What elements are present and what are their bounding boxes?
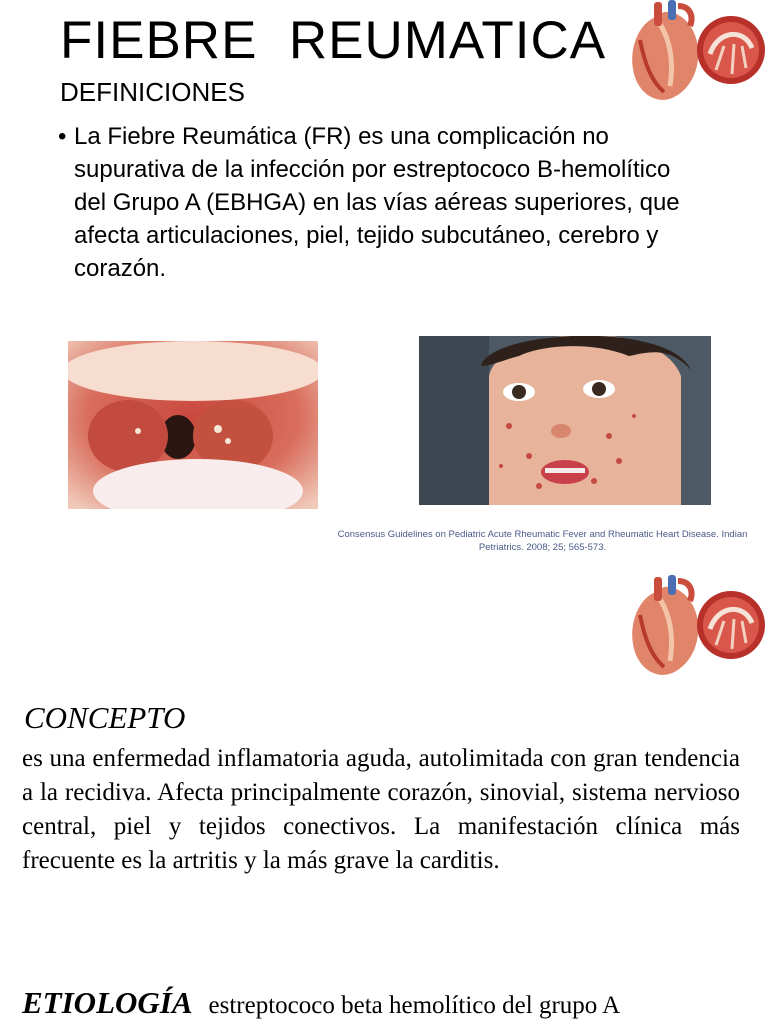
etiologia-text: estreptococo beta hemolítico del grupo A xyxy=(208,992,621,1019)
definition-text: La Fiebre Reumática (FR) es una complicación no supurativa de la infección por estreptococo B-hemolítico del Grupo A (EBHGA) en las vías aéreas superiores, que afecta articulaciones, piel, tejido subcutáneo, cerebro y corazón. xyxy=(74,123,680,282)
valve-closeup-icon xyxy=(697,16,765,84)
child-rash-photo xyxy=(419,336,711,505)
concepto-heading: CONCEPTO xyxy=(24,700,186,735)
etiologia-heading: ETIOLOGÍA xyxy=(22,985,193,1020)
heart-anatomy-icon xyxy=(632,0,698,100)
section-subtitle: DEFINICIONES xyxy=(60,77,245,107)
citation-text: Consensus Guidelines on Pediatric Acute Rheumatic Fever and Rheumatic Heart Disease. Indian Petriatrics. 2008; 25; 565-573. xyxy=(337,529,748,553)
heart-illustration-top xyxy=(620,0,768,108)
page-title: FIEBRE REUMATICA xyxy=(60,11,607,70)
valve-closeup-icon xyxy=(697,591,765,659)
heart-illustration-middle xyxy=(620,575,768,683)
etiologia-line xyxy=(22,985,620,1021)
pharyngitis-photo xyxy=(68,341,318,509)
concepto-text: es una enfermedad inflamatoria aguda, autolimitada con gran tendencia a la recidiva. Afecta principalmente corazón, sinovial, sistema nervioso central, piel y tejidos conectivos. La manifestación clínica más frecuente es la artritis y la más grave la carditis. xyxy=(22,745,740,874)
bullet-marker: • xyxy=(58,123,67,150)
heart-anatomy-icon xyxy=(632,575,698,675)
definition-bullet xyxy=(58,120,698,285)
